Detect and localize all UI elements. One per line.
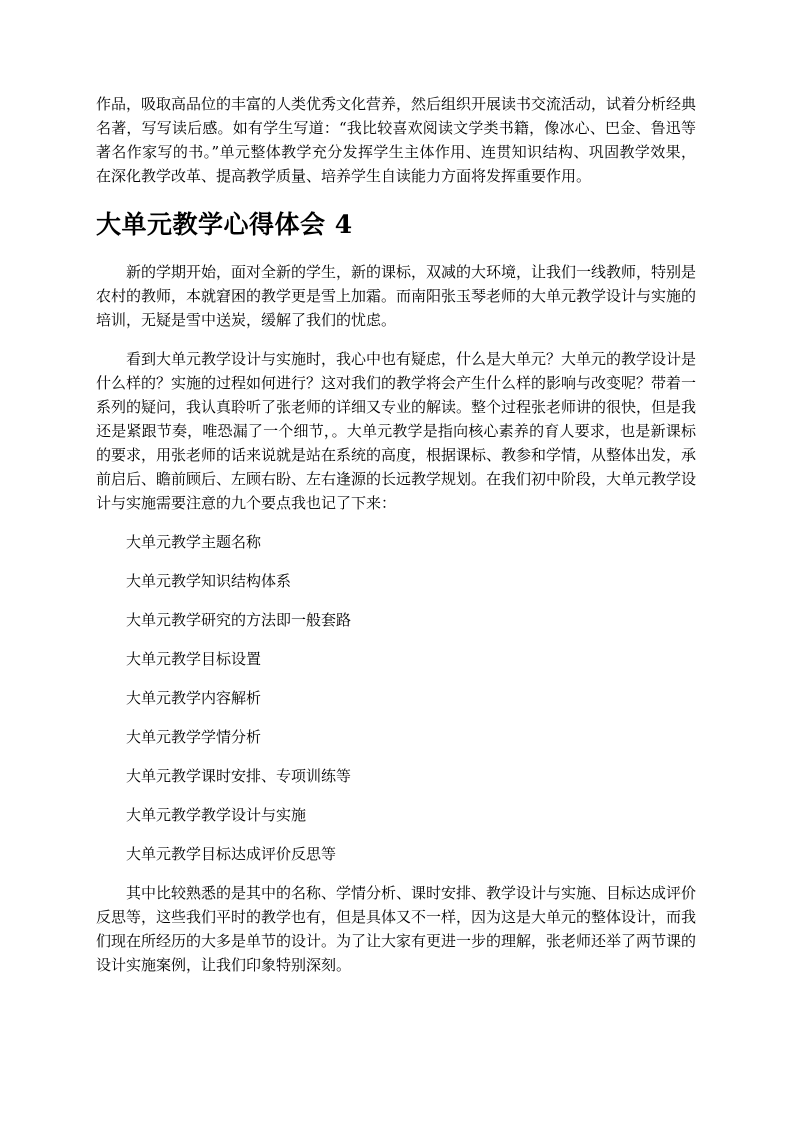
key-point-item: 大单元教学目标设置 [126,650,262,668]
key-point-item: 大单元教学课时安排、专项训练等 [126,767,352,785]
body-paragraph: 新的学期开始，面对全新的学生，新的课标，双减的大环境，让我们一线教师，特别是农村的教师，本就窘困的教学更是雪上加霜。而南阳张玉琴老师的大单元教学设计与实施的培训，无疑是雪中送炭，缓解了我们的忧虑。 [96,263,697,329]
key-points-list [96,530,696,866]
key-point-item: 大单元教学内容解析 [126,689,262,707]
key-point-item: 大单元教学教学设计与实施 [126,806,307,824]
key-point-item: 大单元教学研究的方法即一般套路 [126,611,352,629]
intro-paragraph: 作品，吸取高品位的丰富的人类优秀文化营养，然后组织开展读书交流活动，试着分析经典名著，写写读后感。如有学生写道：“我比较喜欢阅读文学类书籍，像冰心、巴金、鲁迅等著名作家写的书。”单元整体教学充分发挥学生主体作用、连贯知识结构、巩固教学效果，在深化教学改革、提高教学质量、培养学生自读能力方面将发挥重要作用。 [96,95,697,185]
body-paragraph: 看到大单元教学设计与实施时，我心中也有疑虑，什么是大单元？大单元的教学设计是什么样的？实施的过程如何进行？这对我们的教学将会产生什么样的影响与改变呢？带着一系列的疑问，我认真聆听了张老师的详细又专业的解读。整个过程张老师讲的很快，但是我还是紧跟节奏，唯恐漏了一个细节，。大单元教学是指向核心素养的育人要求，也是新课标的要求，用张老师的话来说就是站在系统的高度，根据课标、教参和学情，从整体出发，承前启后、瞻前顾后、左顾右盼、左右逢源的长远教学规划。在我们初中阶段，大单元教学设计与实施需要注意的九个要点我也记了下来： [96,350,697,512]
section-title: 大单元教学心得体会 4 [96,210,353,239]
key-point-item: 大单元教学目标达成评价反思等 [126,845,337,863]
key-point-item: 大单元教学主题名称 [126,533,262,551]
key-point-item: 大单元教学知识结构体系 [126,572,292,590]
closing-paragraph: 其中比较熟悉的是其中的名称、学情分析、课时安排、教学设计与实施、目标达成评价反思等，这些我们平时的教学也有，但是具体又不一样，因为这是大单元的整体设计，而我们现在所经历的大多是单节的设计。为了让大家有更进一步的理解，张老师还举了两节课的设计实施案例，让我们印象特别深刻。 [96,884,697,974]
document-page [96,92,696,977]
key-point-item: 大单元教学学情分析 [126,728,262,746]
